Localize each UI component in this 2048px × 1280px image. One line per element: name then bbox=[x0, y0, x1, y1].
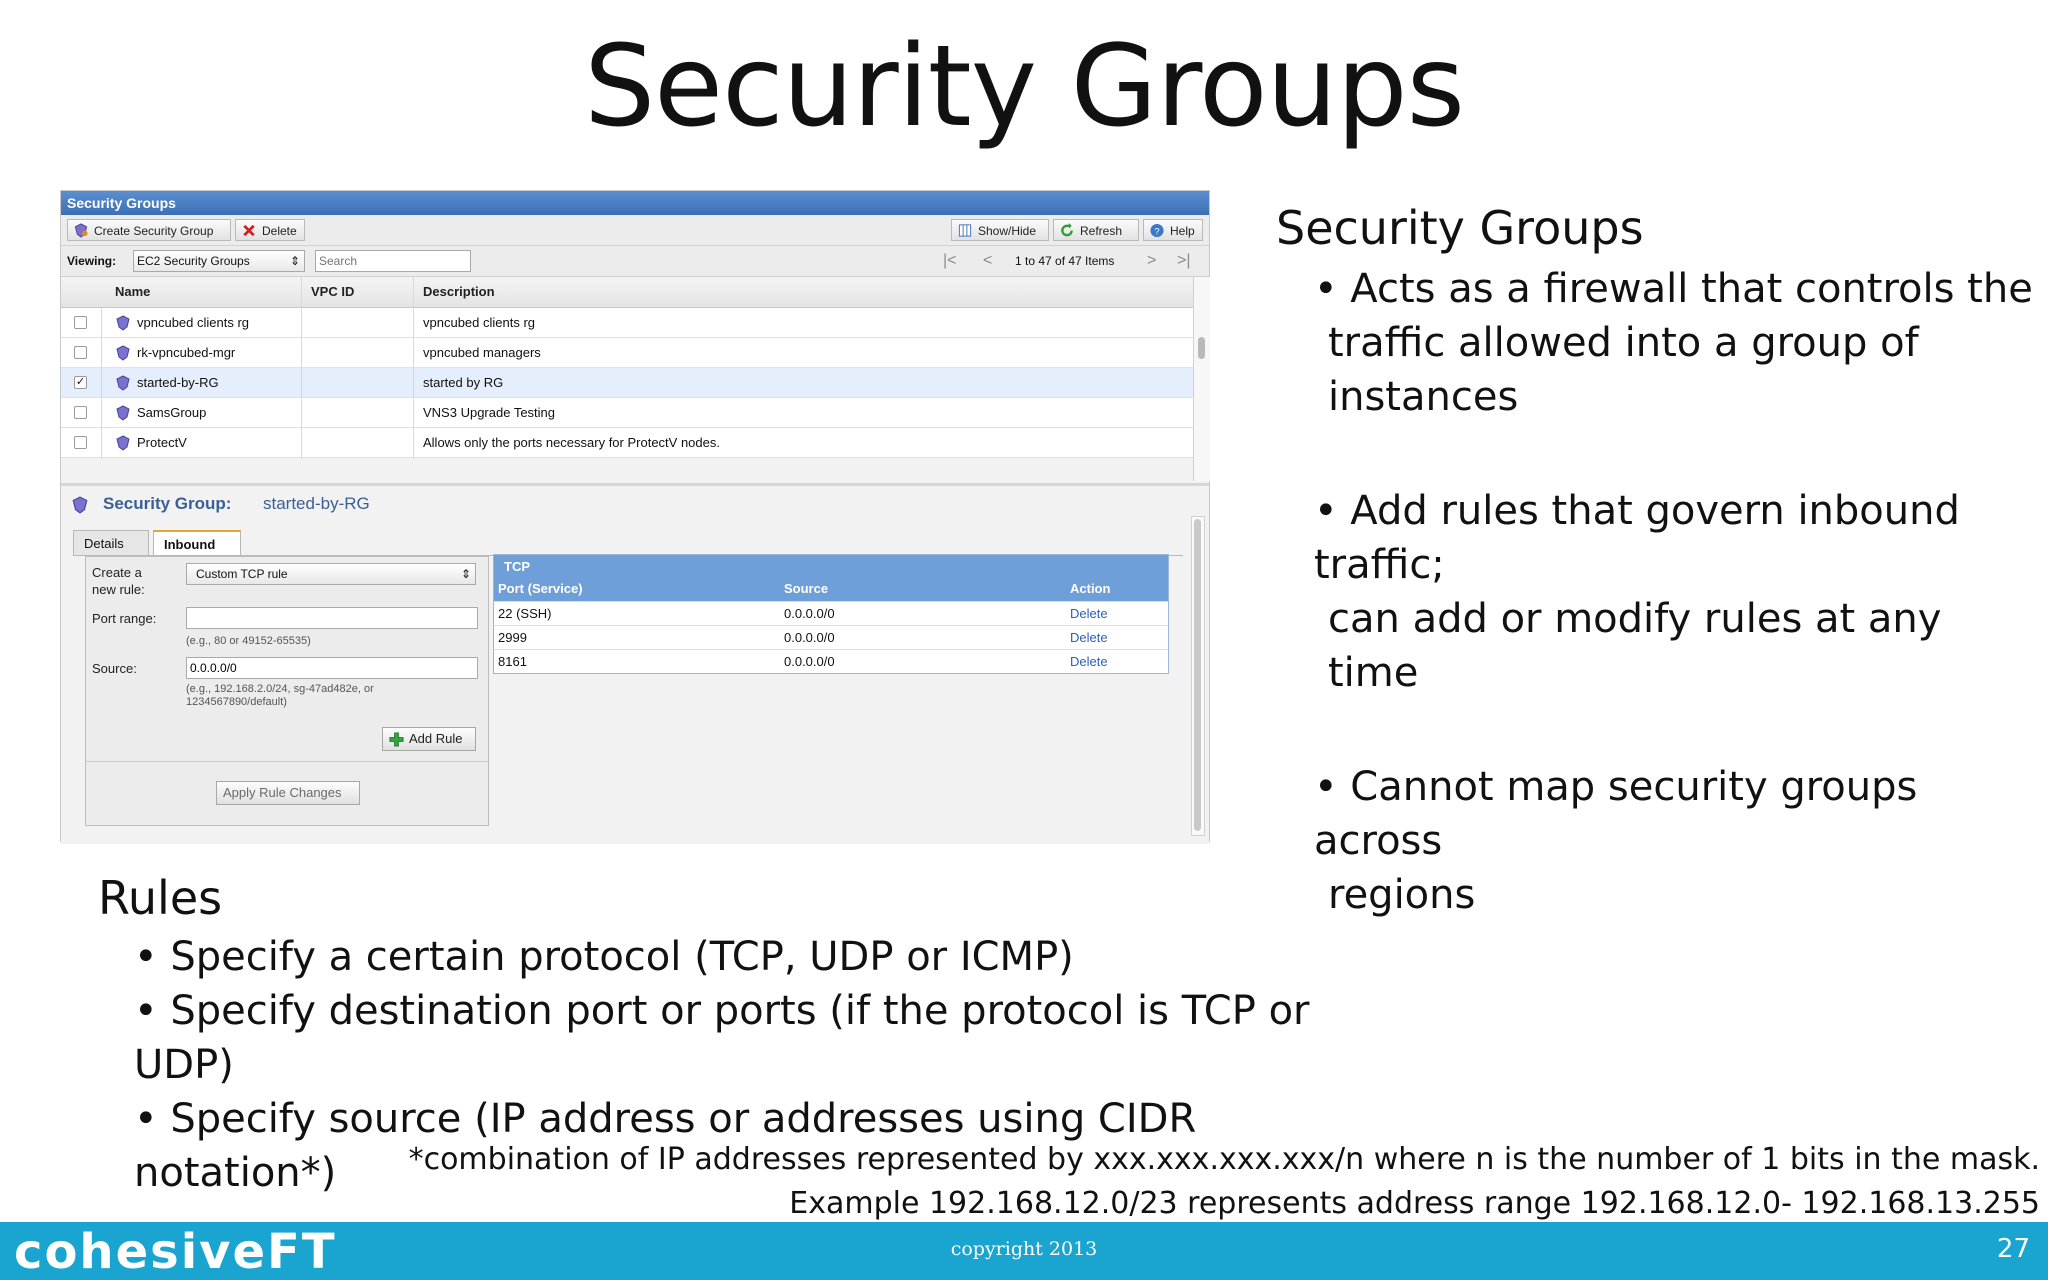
search-input[interactable] bbox=[315, 250, 471, 272]
bullet-dot: • bbox=[134, 1096, 158, 1142]
rule-row bbox=[494, 601, 1168, 625]
bullet-line: can add or modify rules at any time bbox=[1328, 596, 1942, 696]
rules-table-header bbox=[494, 555, 1168, 601]
page-number: 27 bbox=[1996, 1234, 2030, 1264]
cohesiveft-logo: cohesiveFT bbox=[14, 1224, 337, 1280]
rule-source: 0.0.0.0/0 bbox=[784, 654, 835, 669]
rules-heading: Rules bbox=[98, 871, 223, 925]
footnote-line: *combination of IP addresses represented by xxx.xxx.xxx.xxx/n where n is the number of 1 bits in the mask. bbox=[408, 1142, 2040, 1177]
detail-label: Security Group: bbox=[103, 494, 232, 513]
detail-group-name: started-by-RG bbox=[263, 494, 370, 513]
viewing-label: Viewing: bbox=[67, 254, 117, 268]
right-bullets bbox=[1314, 262, 2034, 922]
bullet-dot: • bbox=[134, 934, 158, 980]
table-row-selected[interactable] bbox=[61, 368, 1193, 398]
help-button[interactable]: ? Help bbox=[1143, 219, 1203, 241]
row-name: ProtectV bbox=[137, 435, 187, 450]
port-range-input[interactable] bbox=[186, 607, 478, 629]
footnote-line: Example 192.168.12.0/23 represents address range 192.168.12.0- 192.168.13.255 bbox=[789, 1186, 2040, 1221]
table-row[interactable] bbox=[61, 308, 1193, 338]
plus-icon bbox=[389, 732, 404, 747]
rule-delete-link[interactable]: Delete bbox=[1070, 606, 1108, 621]
source-label: Source: bbox=[92, 661, 137, 676]
grid-divider bbox=[301, 277, 302, 458]
security-groups-console bbox=[60, 190, 1210, 842]
detail-scrollbar[interactable] bbox=[1191, 516, 1205, 836]
source-input[interactable] bbox=[186, 657, 478, 679]
right-heading: Security Groups bbox=[1276, 201, 1644, 255]
console-window-title: Security Groups bbox=[61, 191, 1209, 215]
delete-button[interactable]: Delete bbox=[235, 219, 305, 241]
security-group-icon bbox=[115, 435, 131, 451]
row-checkbox[interactable] bbox=[74, 436, 87, 449]
shield-add-icon bbox=[73, 223, 89, 238]
column-action: Action bbox=[1070, 581, 1111, 596]
security-group-icon bbox=[115, 405, 131, 421]
rules-bullet: Specify source (IP address or addresses using CIDR notation*) bbox=[134, 1096, 1197, 1196]
select-arrows-icon: ⇕ bbox=[289, 254, 300, 268]
rules-bullet: Specify destination port or ports (if the protocol is TCP or UDP) bbox=[134, 988, 1310, 1088]
show-hide-button[interactable]: Show/Hide bbox=[951, 219, 1049, 241]
bullet-line: • Cannot map security groups across bbox=[1314, 764, 1918, 864]
tab-details[interactable]: Details bbox=[73, 530, 149, 556]
first-page-icon[interactable]: |< bbox=[943, 252, 957, 269]
copyright-text: copyright 2013 bbox=[950, 1238, 1098, 1260]
console-toolbar bbox=[61, 215, 1209, 246]
table-row[interactable] bbox=[61, 428, 1193, 458]
apply-rule-changes-button[interactable]: Apply Rule Changes bbox=[216, 781, 360, 805]
slide-title: Security Groups bbox=[584, 22, 1464, 152]
grid-header bbox=[61, 277, 1193, 308]
bullet-line: • Acts as a firewall that controls the bbox=[1314, 266, 2033, 312]
viewing-select[interactable]: EC2 Security Groups ⇕ bbox=[133, 250, 305, 272]
rule-source: 0.0.0.0/0 bbox=[784, 630, 835, 645]
grid-scroll-thumb[interactable] bbox=[1198, 337, 1205, 359]
select-arrows-icon: ⇕ bbox=[460, 567, 471, 581]
tab-inbound[interactable]: Inbound bbox=[153, 530, 241, 556]
table-row[interactable] bbox=[61, 398, 1193, 428]
create-rule-label: Create a bbox=[92, 565, 142, 580]
svg-text:?: ? bbox=[1154, 226, 1160, 237]
help-icon bbox=[1149, 223, 1165, 238]
create-rule-label: new rule: bbox=[92, 582, 145, 597]
table-row[interactable] bbox=[61, 338, 1193, 368]
rules-bullet: Specify a certain protocol (TCP, UDP or ICMP) bbox=[170, 934, 1074, 980]
inbound-rules-table bbox=[493, 554, 1169, 674]
refresh-button[interactable]: Refresh bbox=[1053, 219, 1139, 241]
source-hint: 1234567890/default) bbox=[186, 696, 287, 708]
row-description: started by RG bbox=[423, 375, 504, 390]
rule-row bbox=[494, 649, 1168, 673]
add-rule-button[interactable]: Add Rule bbox=[382, 727, 476, 751]
source-hint: (e.g., 192.168.2.0/24, sg-47ad482e, or bbox=[186, 683, 374, 695]
row-name: started-by-RG bbox=[137, 375, 219, 390]
row-description: Allows only the ports necessary for ProtectV nodes. bbox=[423, 435, 720, 450]
pagination-text: 1 to 47 of 47 Items bbox=[1015, 254, 1115, 268]
security-group-icon bbox=[115, 345, 131, 361]
security-group-icon bbox=[71, 496, 89, 514]
row-name: vpncubed clients rg bbox=[137, 315, 250, 330]
rule-delete-link[interactable]: Delete bbox=[1070, 630, 1108, 645]
security-group-icon bbox=[115, 315, 131, 331]
protocol-label: TCP bbox=[504, 559, 530, 574]
row-description: VNS3 Upgrade Testing bbox=[423, 405, 556, 420]
create-security-group-button[interactable]: Create Security Group bbox=[67, 219, 231, 241]
rule-port: 8161 bbox=[498, 654, 527, 669]
last-page-icon[interactable]: >| bbox=[1177, 252, 1191, 269]
row-checkbox[interactable] bbox=[74, 406, 87, 419]
grid-scrollbar[interactable] bbox=[1193, 277, 1210, 481]
bullet-line: • Add rules that govern inbound traffic; bbox=[1314, 488, 1960, 588]
row-name: SamsGroup bbox=[137, 405, 207, 420]
column-port-service: Port (Service) bbox=[498, 581, 583, 596]
detail-scroll-thumb[interactable] bbox=[1194, 519, 1201, 831]
refresh-icon bbox=[1059, 223, 1075, 238]
bullet-dot: • bbox=[134, 988, 158, 1034]
port-range-label: Port range: bbox=[92, 611, 157, 626]
security-group-icon bbox=[115, 375, 131, 391]
columns-icon bbox=[957, 223, 973, 238]
bullet-line: regions bbox=[1328, 872, 1476, 918]
column-source: Source bbox=[784, 581, 829, 596]
rule-port: 2999 bbox=[498, 630, 527, 645]
grid-divider bbox=[101, 308, 102, 458]
port-range-hint: (e.g., 80 or 49152-65535) bbox=[186, 635, 311, 647]
rule-row bbox=[494, 625, 1168, 649]
row-checkbox[interactable]: ✓ bbox=[75, 376, 86, 388]
view-filter-bar bbox=[61, 246, 1209, 277]
new-rule-form bbox=[85, 556, 489, 826]
next-page-icon[interactable]: > bbox=[1147, 252, 1157, 269]
form-divider bbox=[86, 761, 488, 762]
row-description: vpncubed clients rg bbox=[423, 315, 536, 330]
prev-page-icon[interactable]: < bbox=[983, 252, 993, 269]
rule-delete-link[interactable]: Delete bbox=[1070, 654, 1108, 669]
column-description[interactable]: Description bbox=[423, 284, 495, 299]
bullet-line: traffic allowed into a group of bbox=[1328, 320, 1919, 366]
rule-source: 0.0.0.0/0 bbox=[784, 606, 835, 621]
delete-x-icon bbox=[241, 223, 257, 238]
security-group-detail-pane bbox=[61, 483, 1209, 844]
rule-type-select[interactable]: Custom TCP rule ⇕ bbox=[186, 563, 476, 585]
row-name: rk-vpncubed-mgr bbox=[137, 345, 236, 360]
column-vpc-id[interactable]: VPC ID bbox=[311, 284, 355, 299]
column-name[interactable]: Name bbox=[115, 284, 151, 299]
bullet-line: instances bbox=[1328, 374, 1519, 420]
row-checkbox[interactable] bbox=[74, 316, 87, 329]
grid-divider bbox=[413, 277, 414, 458]
rule-port: 22 (SSH) bbox=[498, 606, 552, 621]
row-description: vpncubed managers bbox=[423, 345, 541, 360]
row-checkbox[interactable] bbox=[74, 346, 87, 359]
